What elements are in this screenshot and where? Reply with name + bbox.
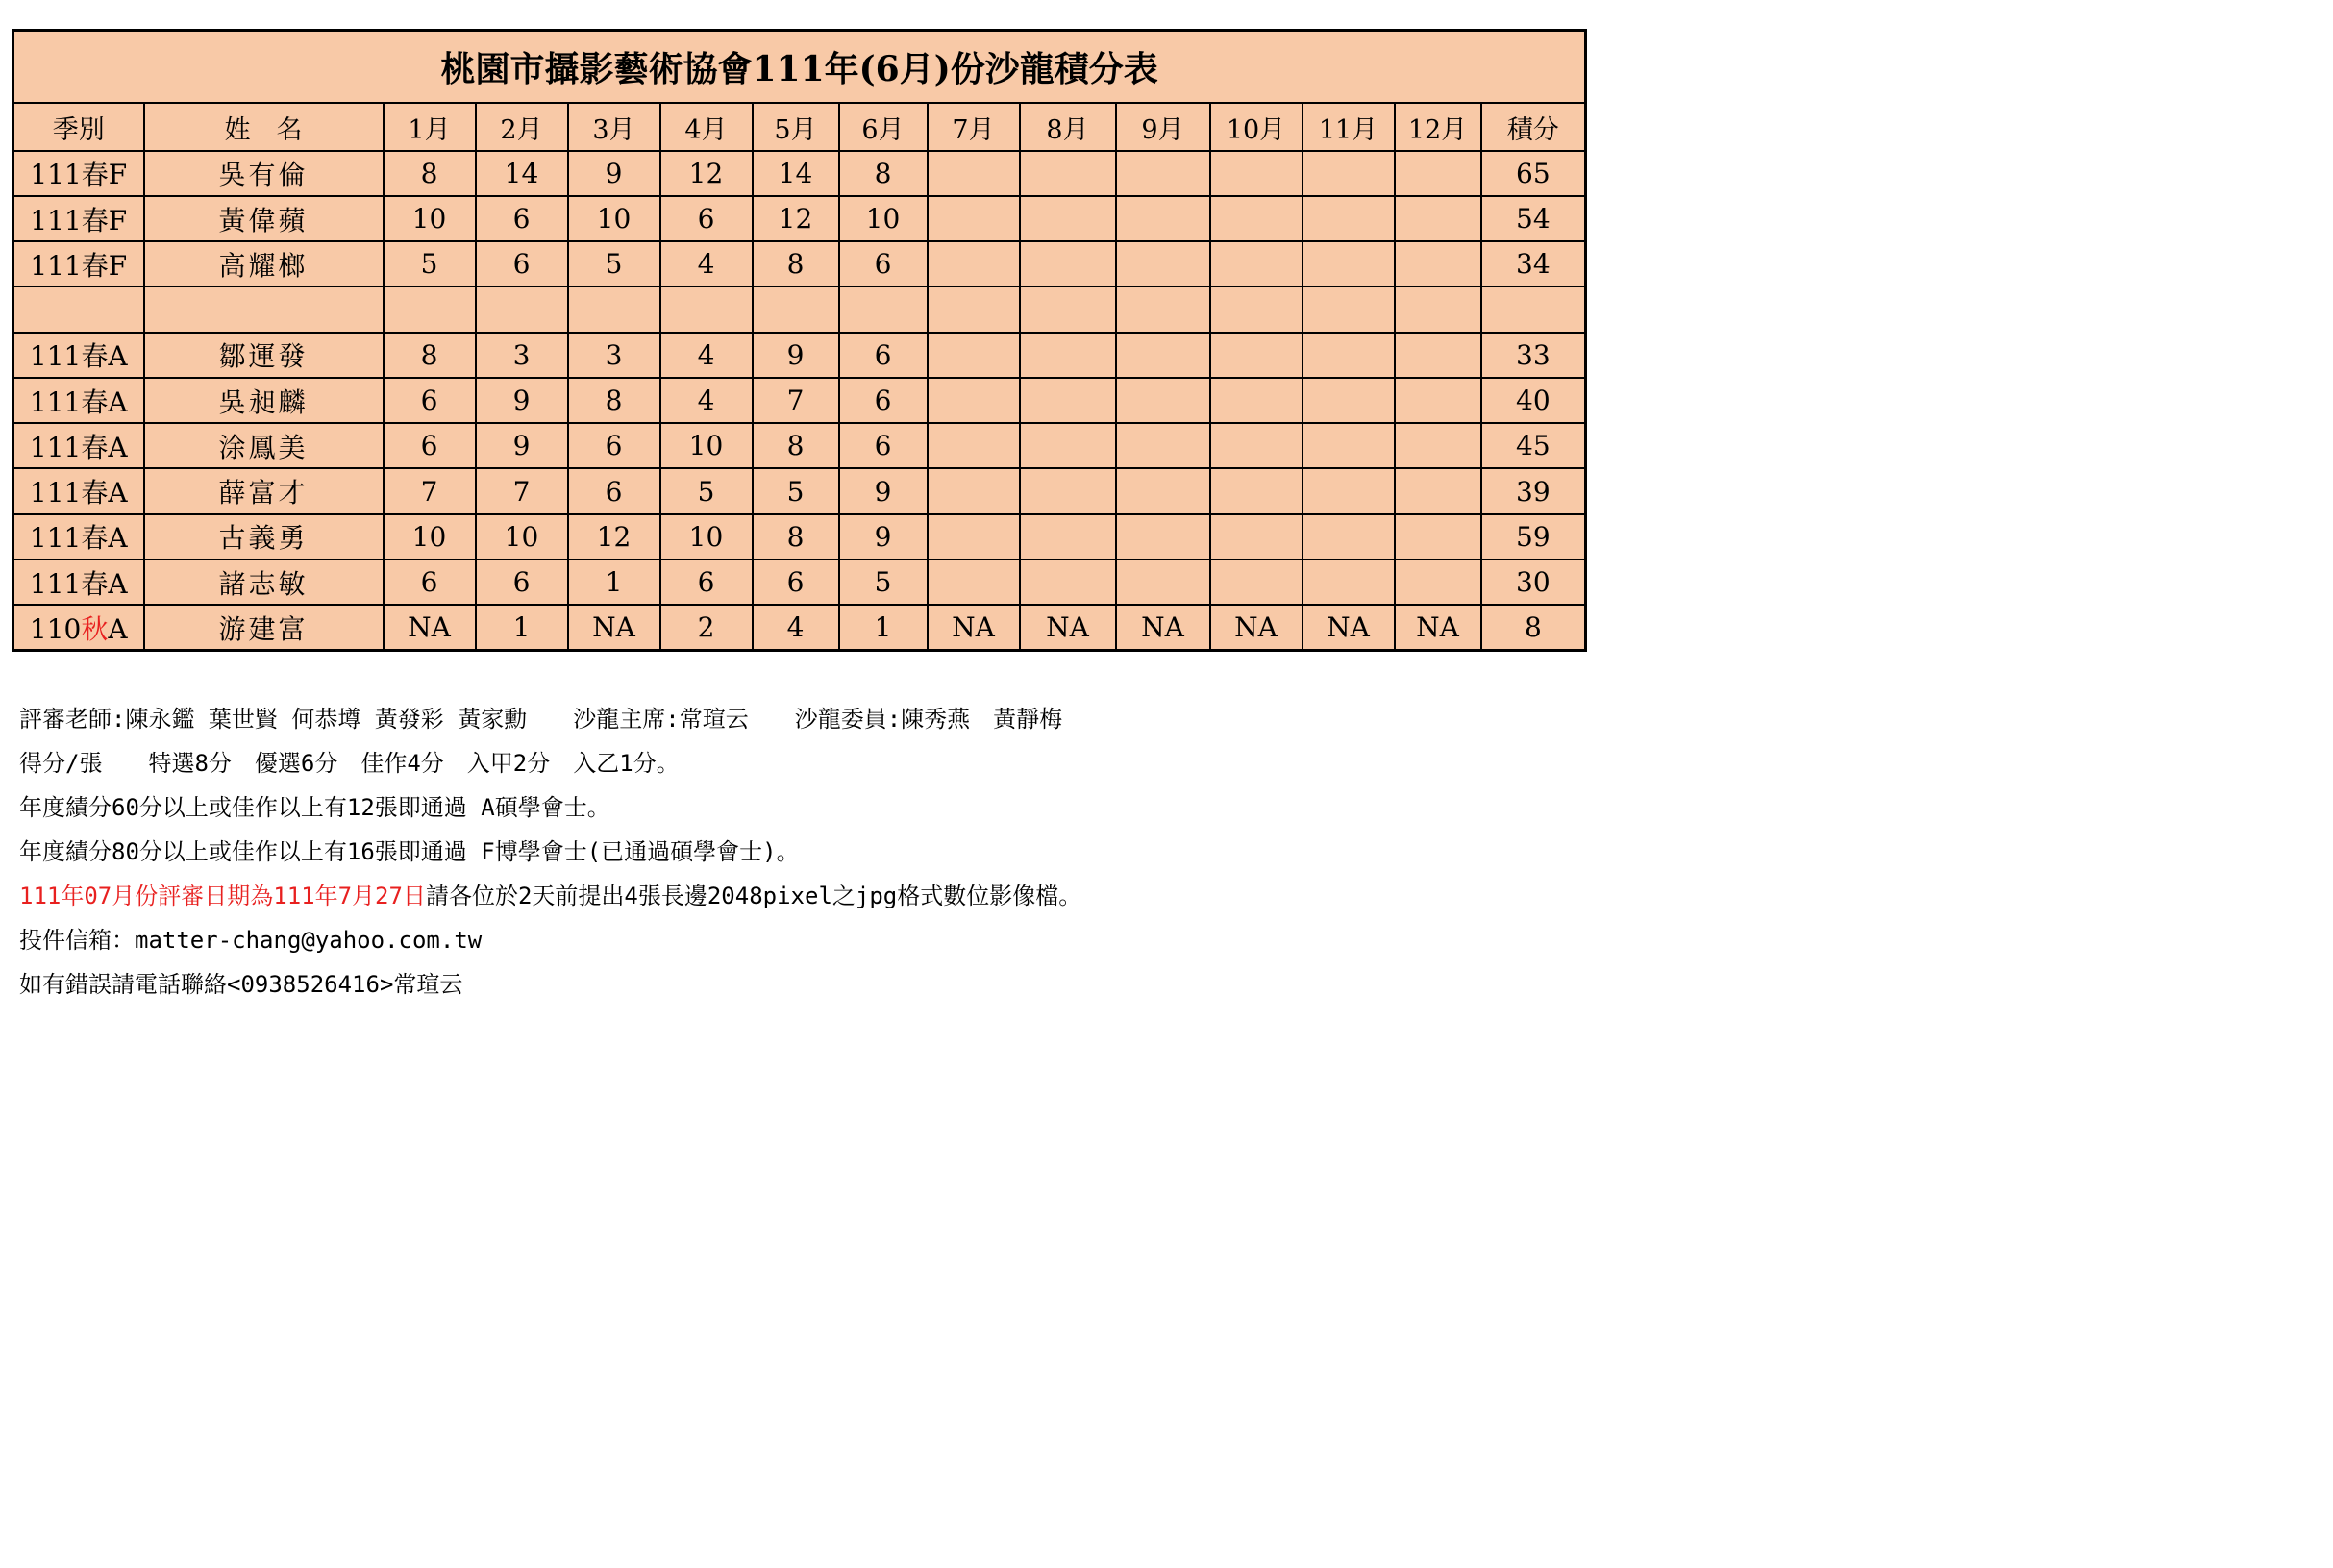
month-score-cell: 7 bbox=[753, 378, 839, 423]
month-score-cell: 12 bbox=[568, 514, 660, 560]
season-cell bbox=[13, 560, 144, 605]
season-prefix: 111春A bbox=[29, 522, 128, 555]
month-score-cell bbox=[1303, 333, 1395, 378]
month-score-cell bbox=[1116, 241, 1210, 286]
month-score-cell bbox=[1395, 378, 1481, 423]
month-score-cell: 9 bbox=[476, 378, 568, 423]
table-row bbox=[13, 423, 1586, 468]
column-header: 1月 bbox=[384, 103, 476, 150]
month-score-cell bbox=[1395, 423, 1481, 468]
month-score-cell bbox=[1303, 151, 1395, 196]
month-score-cell: 6 bbox=[753, 560, 839, 605]
month-score-cell: 6 bbox=[476, 241, 568, 286]
month-score-cell bbox=[928, 151, 1020, 196]
month-score-cell bbox=[1395, 241, 1481, 286]
member-name-cell: 涂鳳美 bbox=[144, 423, 384, 468]
season-suffix: A bbox=[108, 612, 128, 645]
month-score-cell bbox=[1116, 378, 1210, 423]
month-score-cell bbox=[1116, 423, 1210, 468]
member-name-cell: 薛富才 bbox=[144, 468, 384, 513]
total-score-cell: 54 bbox=[1481, 196, 1586, 241]
season-cell bbox=[13, 423, 144, 468]
season-prefix: 111春A bbox=[29, 386, 128, 418]
member-name-cell: 古義勇 bbox=[144, 514, 384, 560]
month-score-cell: 4 bbox=[753, 605, 839, 650]
member-name-cell: 鄒運發 bbox=[144, 333, 384, 378]
month-score-cell: 1 bbox=[568, 560, 660, 605]
month-score-cell: 3 bbox=[568, 333, 660, 378]
month-score-cell bbox=[1395, 196, 1481, 241]
month-score-cell bbox=[1395, 514, 1481, 560]
header-row bbox=[13, 103, 1586, 150]
member-name-cell: 黃偉蘋 bbox=[144, 196, 384, 241]
month-score-cell bbox=[1210, 468, 1303, 513]
member-name-cell: 吳昶麟 bbox=[144, 378, 384, 423]
month-score-cell: 14 bbox=[753, 151, 839, 196]
month-score-cell: 7 bbox=[476, 468, 568, 513]
month-score-cell bbox=[1303, 378, 1395, 423]
season-prefix: 111春A bbox=[29, 340, 128, 373]
month-score-cell bbox=[1303, 241, 1395, 286]
month-score-cell: 8 bbox=[384, 151, 476, 196]
column-header: 10月 bbox=[1210, 103, 1303, 150]
total-score-cell: 65 bbox=[1481, 151, 1586, 196]
month-score-cell bbox=[1210, 378, 1303, 423]
month-score-cell bbox=[1303, 423, 1395, 468]
month-score-cell bbox=[839, 286, 928, 332]
month-score-cell: 6 bbox=[660, 196, 753, 241]
total-score-cell: 45 bbox=[1481, 423, 1586, 468]
month-score-cell: NA bbox=[1395, 605, 1481, 650]
month-score-cell bbox=[1395, 560, 1481, 605]
month-score-cell: 8 bbox=[753, 241, 839, 286]
deadline-instructions: 請各位於2天前提出4張長邊2048pixel之jpg格式數位影像檔。 bbox=[425, 883, 1082, 909]
month-score-cell bbox=[1303, 468, 1395, 513]
month-score-cell: 8 bbox=[753, 514, 839, 560]
month-score-cell bbox=[1020, 333, 1116, 378]
month-score-cell bbox=[1020, 423, 1116, 468]
month-score-cell: NA bbox=[1210, 605, 1303, 650]
month-score-cell bbox=[1116, 514, 1210, 560]
column-header: 7月 bbox=[928, 103, 1020, 150]
month-score-cell: 5 bbox=[384, 241, 476, 286]
column-header: 5月 bbox=[753, 103, 839, 150]
month-score-cell bbox=[1116, 333, 1210, 378]
month-score-cell bbox=[1303, 514, 1395, 560]
month-score-cell bbox=[476, 286, 568, 332]
month-score-cell: 9 bbox=[568, 151, 660, 196]
month-score-cell: 6 bbox=[476, 560, 568, 605]
month-score-cell: 10 bbox=[384, 196, 476, 241]
month-score-cell: NA bbox=[1116, 605, 1210, 650]
deadline-date: 111年07月份評審日期為111年7月27日 bbox=[19, 883, 426, 909]
column-header: 2月 bbox=[476, 103, 568, 150]
month-score-cell: 9 bbox=[839, 514, 928, 560]
month-score-cell bbox=[928, 378, 1020, 423]
total-score-cell: 8 bbox=[1481, 605, 1586, 650]
total-score-cell: 40 bbox=[1481, 378, 1586, 423]
season-cell bbox=[13, 286, 144, 332]
table-row bbox=[13, 514, 1586, 560]
member-name-cell bbox=[144, 286, 384, 332]
month-score-cell bbox=[1395, 333, 1481, 378]
season-cell bbox=[13, 333, 144, 378]
month-score-cell: 5 bbox=[839, 560, 928, 605]
month-score-cell bbox=[1395, 286, 1481, 332]
month-score-cell: 5 bbox=[660, 468, 753, 513]
month-score-cell: 9 bbox=[476, 423, 568, 468]
member-name-cell: 高耀榔 bbox=[144, 241, 384, 286]
month-score-cell bbox=[1116, 468, 1210, 513]
total-score-cell: 30 bbox=[1481, 560, 1586, 605]
total-score-cell: 39 bbox=[1481, 468, 1586, 513]
table-row bbox=[13, 560, 1586, 605]
table-title: 桃園市攝影藝術協會111年(6月)份沙龍積分表 bbox=[13, 31, 1586, 104]
season-prefix: 111春A bbox=[29, 567, 128, 600]
month-score-cell: 5 bbox=[753, 468, 839, 513]
month-score-cell: 4 bbox=[660, 333, 753, 378]
month-score-cell: 3 bbox=[476, 333, 568, 378]
month-score-cell: 6 bbox=[839, 241, 928, 286]
deadline-note bbox=[19, 877, 1500, 921]
member-name-cell: 吳有倫 bbox=[144, 151, 384, 196]
table-row bbox=[13, 286, 1586, 332]
season-cell bbox=[13, 241, 144, 286]
month-score-cell bbox=[928, 241, 1020, 286]
total-score-cell bbox=[1481, 286, 1586, 332]
month-score-cell: 8 bbox=[839, 151, 928, 196]
month-score-cell bbox=[1116, 560, 1210, 605]
score-table bbox=[12, 29, 1587, 652]
month-score-cell bbox=[1020, 378, 1116, 423]
month-score-cell bbox=[660, 286, 753, 332]
month-score-cell bbox=[1020, 241, 1116, 286]
column-header: 季別 bbox=[13, 103, 144, 150]
column-header: 12月 bbox=[1395, 103, 1481, 150]
month-score-cell: 5 bbox=[568, 241, 660, 286]
season-cell bbox=[13, 151, 144, 196]
month-score-cell bbox=[1303, 560, 1395, 605]
month-score-cell bbox=[568, 286, 660, 332]
month-score-cell: 6 bbox=[384, 560, 476, 605]
month-score-cell: 6 bbox=[476, 196, 568, 241]
season-cell bbox=[13, 605, 144, 650]
title-row bbox=[13, 31, 1586, 104]
month-score-cell: 10 bbox=[476, 514, 568, 560]
month-score-cell: 6 bbox=[568, 423, 660, 468]
table-row bbox=[13, 468, 1586, 513]
month-score-cell bbox=[928, 423, 1020, 468]
doctor-rule-note: 年度績分80分以上或佳作以上有16張即通過 F博學會士(已通過碩學會士)。 bbox=[19, 838, 800, 865]
notes-section bbox=[19, 700, 1500, 1009]
month-score-cell bbox=[1210, 560, 1303, 605]
column-header: 9月 bbox=[1116, 103, 1210, 150]
month-score-cell bbox=[928, 514, 1020, 560]
month-score-cell: 12 bbox=[660, 151, 753, 196]
month-score-cell: 8 bbox=[753, 423, 839, 468]
month-score-cell: NA bbox=[1303, 605, 1395, 650]
month-score-cell: 6 bbox=[839, 423, 928, 468]
month-score-cell: 10 bbox=[839, 196, 928, 241]
month-score-cell: 12 bbox=[753, 196, 839, 241]
column-header: 11月 bbox=[1303, 103, 1395, 150]
month-score-cell: NA bbox=[568, 605, 660, 650]
column-header: 姓 名 bbox=[144, 103, 384, 150]
month-score-cell: 6 bbox=[839, 378, 928, 423]
month-score-cell: 10 bbox=[660, 423, 753, 468]
month-score-cell bbox=[1020, 286, 1116, 332]
column-header: 3月 bbox=[568, 103, 660, 150]
scoring-note: 得分/張 特選8分 優選6分 佳作4分 入甲2分 入乙1分。 bbox=[19, 750, 680, 777]
total-score-cell: 34 bbox=[1481, 241, 1586, 286]
month-score-cell bbox=[1116, 151, 1210, 196]
month-score-cell bbox=[1395, 468, 1481, 513]
month-score-cell: NA bbox=[928, 605, 1020, 650]
season-cell bbox=[13, 378, 144, 423]
month-score-cell bbox=[928, 333, 1020, 378]
email-note: 投件信箱：matter-chang@yahoo.com.tw bbox=[19, 927, 483, 954]
month-score-cell bbox=[1116, 196, 1210, 241]
column-header: 積分 bbox=[1481, 103, 1586, 150]
month-score-cell bbox=[928, 560, 1020, 605]
month-score-cell bbox=[1020, 196, 1116, 241]
table-row bbox=[13, 241, 1586, 286]
season-prefix: 111春F bbox=[30, 159, 128, 191]
table-row bbox=[13, 196, 1586, 241]
column-header: 4月 bbox=[660, 103, 753, 150]
month-score-cell: 10 bbox=[568, 196, 660, 241]
column-header: 8月 bbox=[1020, 103, 1116, 150]
season-prefix: 111春F bbox=[30, 249, 128, 282]
month-score-cell bbox=[1303, 196, 1395, 241]
month-score-cell: 6 bbox=[384, 423, 476, 468]
member-name-cell: 游建富 bbox=[144, 605, 384, 650]
month-score-cell bbox=[384, 286, 476, 332]
month-score-cell: 10 bbox=[384, 514, 476, 560]
month-score-cell bbox=[1210, 286, 1303, 332]
month-score-cell bbox=[1210, 423, 1303, 468]
season-prefix: 111春F bbox=[30, 204, 128, 236]
month-score-cell bbox=[1395, 151, 1481, 196]
season-prefix: 110 bbox=[29, 612, 82, 645]
month-score-cell bbox=[1020, 514, 1116, 560]
month-score-cell bbox=[1303, 286, 1395, 332]
total-score-cell: 59 bbox=[1481, 514, 1586, 560]
table-row bbox=[13, 378, 1586, 423]
month-score-cell: 9 bbox=[839, 468, 928, 513]
month-score-cell: 10 bbox=[660, 514, 753, 560]
month-score-cell: NA bbox=[1020, 605, 1116, 650]
month-score-cell: 8 bbox=[568, 378, 660, 423]
month-score-cell: 7 bbox=[384, 468, 476, 513]
contact-note: 如有錯誤請電話聯絡<0938526416>常瑄云 bbox=[19, 971, 463, 998]
month-score-cell: NA bbox=[384, 605, 476, 650]
month-score-cell bbox=[928, 196, 1020, 241]
month-score-cell bbox=[1210, 151, 1303, 196]
season-mark: 秋 bbox=[81, 612, 109, 645]
month-score-cell bbox=[1020, 468, 1116, 513]
season-cell bbox=[13, 468, 144, 513]
month-score-cell bbox=[1210, 196, 1303, 241]
month-score-cell: 6 bbox=[568, 468, 660, 513]
table-row bbox=[13, 151, 1586, 196]
month-score-cell: 1 bbox=[839, 605, 928, 650]
month-score-cell bbox=[1210, 333, 1303, 378]
month-score-cell bbox=[753, 286, 839, 332]
master-rule-note: 年度績分60分以上或佳作以上有12張即通過 A碩學會士。 bbox=[19, 794, 610, 821]
month-score-cell bbox=[928, 468, 1020, 513]
season-prefix: 111春A bbox=[29, 431, 128, 463]
month-score-cell bbox=[1210, 514, 1303, 560]
month-score-cell: 6 bbox=[384, 378, 476, 423]
table-row bbox=[13, 333, 1586, 378]
month-score-cell: 1 bbox=[476, 605, 568, 650]
month-score-cell: 14 bbox=[476, 151, 568, 196]
month-score-cell: 2 bbox=[660, 605, 753, 650]
judges-note: 評審老師:陳永鑑 葉世賢 何恭壿 黃發彩 黃家勳 沙龍主席:常瑄云 沙龍委員:陳秀燕 黃靜梅 bbox=[19, 706, 1063, 733]
table-row bbox=[13, 605, 1586, 650]
month-score-cell: 4 bbox=[660, 241, 753, 286]
month-score-cell: 6 bbox=[839, 333, 928, 378]
month-score-cell bbox=[1116, 286, 1210, 332]
total-score-cell: 33 bbox=[1481, 333, 1586, 378]
season-cell bbox=[13, 196, 144, 241]
month-score-cell: 4 bbox=[660, 378, 753, 423]
month-score-cell: 8 bbox=[384, 333, 476, 378]
season-prefix: 111春A bbox=[29, 477, 128, 510]
month-score-cell bbox=[928, 286, 1020, 332]
month-score-cell: 6 bbox=[660, 560, 753, 605]
month-score-cell bbox=[1210, 241, 1303, 286]
month-score-cell: 9 bbox=[753, 333, 839, 378]
month-score-cell bbox=[1020, 151, 1116, 196]
month-score-cell bbox=[1020, 560, 1116, 605]
season-cell bbox=[13, 514, 144, 560]
column-header: 6月 bbox=[839, 103, 928, 150]
member-name-cell: 諸志敏 bbox=[144, 560, 384, 605]
